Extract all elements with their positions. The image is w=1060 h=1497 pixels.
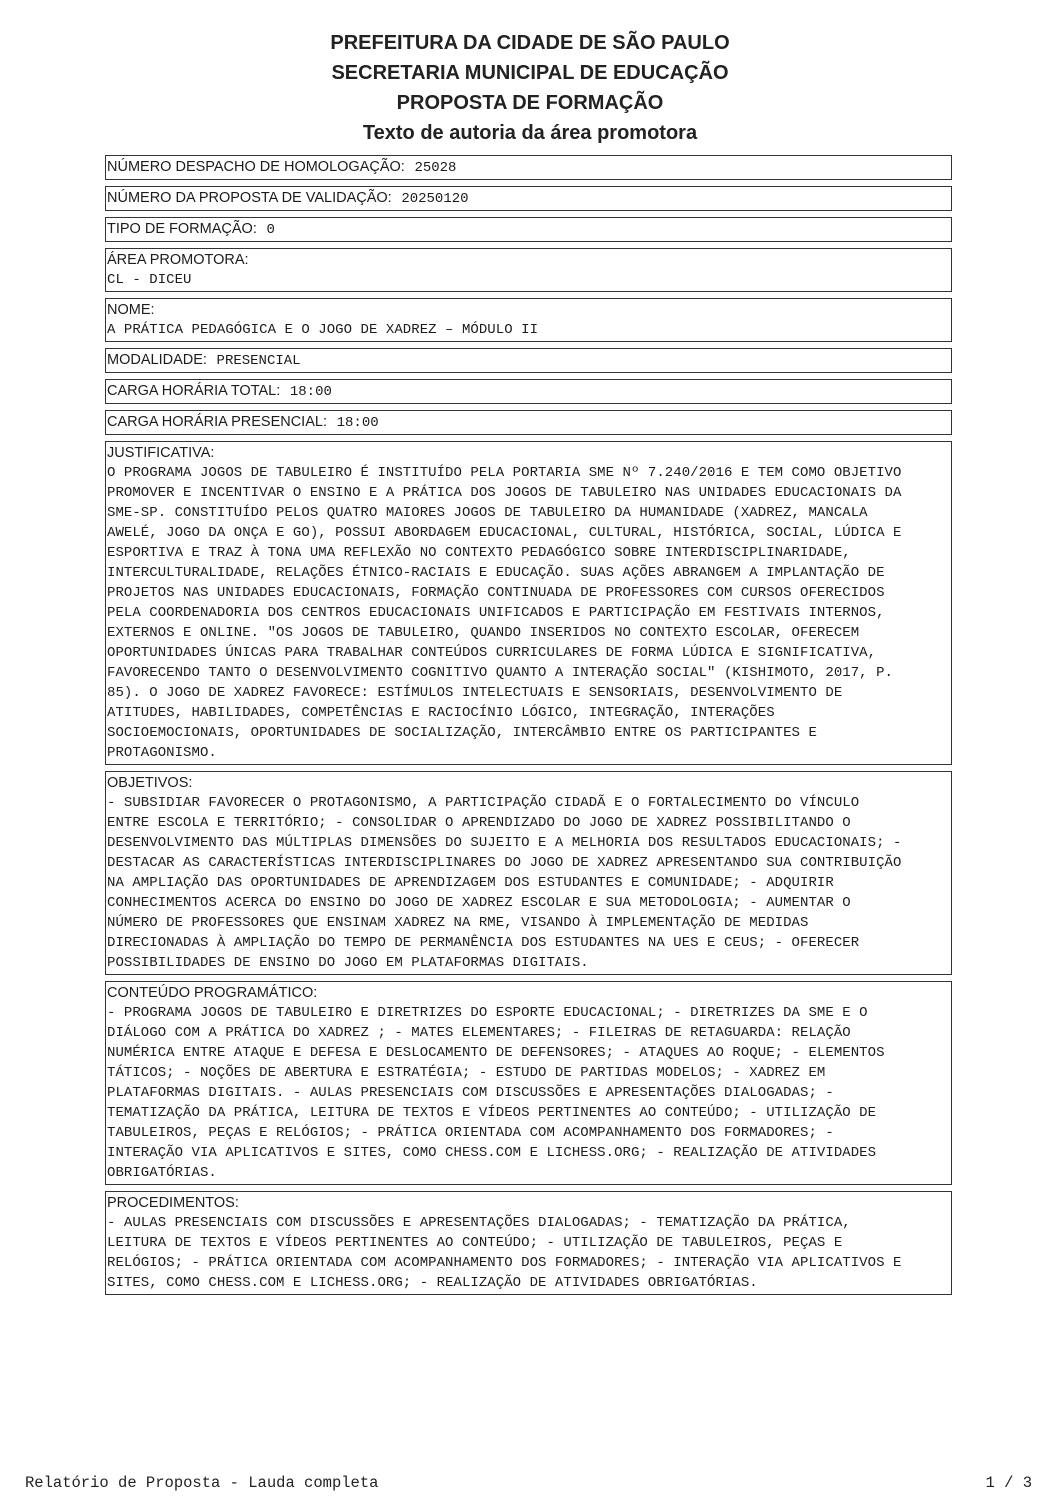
- field-tipo: [105, 217, 952, 242]
- field-objetivos-label: OBJETIVOS:: [107, 775, 193, 791]
- field-objetivos: [105, 771, 952, 975]
- field-conteudo: [105, 981, 952, 1185]
- document-header: [0, 28, 1060, 148]
- field-carga-presencial-value: 18:00: [336, 415, 379, 431]
- field-justificativa-value: O PROGRAMA JOGOS DE TABULEIRO É INSTITUÍDO PELA PORTARIA SME Nº 7.240/2016 E TEM COMO OBJETIVO PROMOVER E INCENTIVAR O ENSINO E A PRÁTICA DOS JOGOS DE TABULEIRO NAS UNIDADES EDUCACIONAIS DA SME-SP. CONSTITUÍDO PELOS QUATRO MAIORES JOGOS DE TABULEIRO DA HUMANIDADE (XADREZ, MANCALA AWELÉ, JOGO DA ONÇA E GO), POSSUI ABORDAGEM EDUCACIONAL, CULTURAL, HISTÓRICA, SOCIAL, LÚDICA E ESPORTIVA E TRAZ À TONA UMA REFLEXÃO NO CONTEXTO PEDAGÓGICO SOBRE INTERDISCIPLINARIDADE, INTERCULTURALIDADE, RELAÇÕES ÉTNICO-RACIAIS E EDUCAÇÃO. SUAS AÇÕES ABRANGEM A IMPLANTAÇÃO DE PROJETOS NAS UNIDADES EDUCACIONAIS, FORMAÇÃO CONTINUADA DE PROFESSORES COM CURSOS OFERECIDOS PELA COORDENADORIA DOS CENTROS EDUCACIONAIS UNIFICADOS E PARTICIPAÇÃO EM FESTIVAIS INTERNOS, EXTERNOS E ONLINE. "OS JOGOS DE TABULEIRO, QUANDO INSERIDOS NO CONTEXTO ESCOLAR, OFERECEM OPORTUNIDADES ÚNICAS PARA TRABALHAR CONTEÚDOS CURRICULARES DE FORMA LÚDICA E SIGNIFICATIVA, FAVORECENDO TANTO O DESENVOLVIMENTO COGNITIVO QUANTO A INTERAÇÃO SOCIAL" (KISHIMOTO, 2017, P. 85). O JOGO DE XADREZ FAVORECE: ESTÍMULOS INTELECTUAIS E SENSORIAIS, DESENVOLVIMENTO DE ATITUDES, HABILIDADES, COMPETÊNCIAS E RACIOCÍNIO LÓGICO, INTEGRAÇÃO, INTERAÇÕES SOCIOEMOCIONAIS, OPORTUNIDADES DE SOCIALIZAÇÃO, INTERCÂMBIO ENTRE OS PARTICIPANTES E PROTAGONISMO.: [107, 465, 902, 761]
- field-proposta-value: 20250120: [401, 191, 469, 207]
- field-despacho-value: 25028: [414, 160, 457, 176]
- field-conteudo-label: CONTEÚDO PROGRAMÁTICO:: [107, 985, 318, 1001]
- field-tipo-label: TIPO DE FORMAÇÃO:: [107, 221, 257, 237]
- field-justificativa-label: JUSTIFICATIVA:: [107, 445, 215, 461]
- field-procedimentos: [105, 1191, 952, 1295]
- field-nome-label: NOME:: [107, 302, 155, 318]
- field-objetivos-value: - SUBSIDIAR FAVORECER O PROTAGONISMO, A PARTICIPAÇÃO CIDADÃ E O FORTALECIMENTO DO VÍNCULO ENTRE ESCOLA E TERRITÓRIO; - CONSOLIDAR O APRENDIZADO DO JOGO DE XADREZ POSSIBILITANDO O DESENVOLVIMENTO DAS MÚLTIPLAS DIMENSÕES DO SUJEITO E A MELHORIA DOS RESULTADOS EDUCACIONAIS; - DESTACAR AS CARACTERÍSTICAS INTERDISCIPLINARES DO JOGO DE XADREZ APRESENTANDO SUA CONTRIBUIÇÃO NA AMPLIAÇÃO DAS OPORTUNIDADES DE APRENDIZAGEM DOS ESTUDANTES E COMUNIDADE; - ADQUIRIR CONHECIMENTOS ACERCA DO ENSINO DO JOGO DE XADREZ ESCOLAR E SUA METODOLOGIA; - AUMENTAR O NÚMERO DE PROFESSORES QUE ENSINAM XADREZ NA RME, VISANDO À IMPLEMENTAÇÃO DE MEDIDAS DIRECIONADAS À AMPLIAÇÃO DO TEMPO DE PERMANÊNCIA DOS ESTUDANTES NA UES E CEUS; - OFERECER POSSIBILIDADES DE ENSINO DO JOGO EM PLATAFORMAS DIGITAIS.: [107, 795, 902, 971]
- field-modalidade: [105, 348, 952, 373]
- field-modalidade-label: MODALIDADE:: [107, 352, 207, 368]
- field-carga-total-value: 18:00: [289, 384, 332, 400]
- header-line-prefeitura: PREFEITURA DA CIDADE DE SÃO PAULO: [330, 32, 730, 54]
- field-carga-total-label: CARGA HORÁRIA TOTAL:: [107, 383, 281, 399]
- fields-container: [105, 155, 952, 1301]
- field-conteudo-value: - PROGRAMA JOGOS DE TABULEIRO E DIRETRIZES DO ESPORTE EDUCACIONAL; - DIRETRIZES DA SME E O DIÁLOGO COM A PRÁTICA DO XADREZ ; - MATES ELEMENTARES; - FILEIRAS DE RETAGUARDA: RELAÇÃO NUMÉRICA ENTRE ATAQUE E DEFESA E DESLOCAMENTO DE DEFENSORES; - ATAQUES AO ROQUE; - ELEMENTOS TÁTICOS; - NOÇÕES DE ABERTURA E ESTRATÉGIA; - ESTUDO DE PARTIDAS MODELOS; - XADREZ EM PLATAFORMAS DIGITAIS. - AULAS PRESENCIAIS COM DISCUSSÕES E APRESENTAÇÕES DIALOGADAS; - TEMATIZAÇÃO DA PRÁTICA, LEITURA DE TEXTOS E VÍDEOS PERTINENTES AO CONTEÚDO; - UTILIZAÇÃO DE TABULEIROS, PEÇAS E RELÓGIOS; - PRÁTICA ORIENTADA COM ACOMPANHAMENTO DOS FORMADORES; - INTERAÇÃO VIA APLICATIVOS E SITES, COMO CHESS.COM E LICHESS.ORG; - REALIZAÇÃO DE ATIVIDADES OBRIGATÓRIAS.: [107, 1005, 885, 1181]
- footer-page-number: 1 / 3: [985, 1474, 1032, 1492]
- field-area: [105, 248, 952, 292]
- field-nome: [105, 298, 952, 342]
- field-modalidade-value: PRESENCIAL: [216, 353, 301, 369]
- header-line-secretaria: SECRETARIA MUNICIPAL DE EDUCAÇÃO: [331, 62, 729, 84]
- field-nome-value: A PRÁTICA PEDAGÓGICA E O JOGO DE XADREZ – MÓDULO II: [107, 322, 539, 338]
- field-tipo-value: 0: [266, 222, 275, 238]
- field-proposta-label: NÚMERO DA PROPOSTA DE VALIDAÇÃO:: [107, 190, 392, 206]
- field-despacho: [105, 155, 952, 180]
- field-carga-total: [105, 379, 952, 404]
- field-procedimentos-label: PROCEDIMENTOS:: [107, 1195, 239, 1211]
- field-proposta: [105, 186, 952, 211]
- field-carga-presencial-label: CARGA HORÁRIA PRESENCIAL:: [107, 414, 327, 430]
- field-area-value: CL - DICEU: [107, 272, 192, 288]
- footer-report-title: Relatório de Proposta - Lauda completa: [25, 1474, 379, 1492]
- field-despacho-label: NÚMERO DESPACHO DE HOMOLOGAÇÃO:: [107, 159, 405, 175]
- field-procedimentos-value: - AULAS PRESENCIAIS COM DISCUSSÕES E APRESENTAÇÕES DIALOGADAS; - TEMATIZAÇÃO DA PRÁTICA, LEITURA DE TEXTOS E VÍDEOS PERTINENTES AO CONTEÚDO; - UTILIZAÇÃO DE TABULEIROS, PEÇAS E RELÓGIOS; - PRÁTICA ORIENTADA COM ACOMPANHAMENTO DOS FORMADORES; - INTERAÇÃO VIA APLICATIVOS E SITES, COMO CHESS.COM E LICHESS.ORG; - REALIZAÇÃO DE ATIVIDADES OBRIGATÓRIAS.: [107, 1215, 902, 1291]
- field-carga-presencial: [105, 410, 952, 435]
- field-justificativa: [105, 441, 952, 765]
- field-area-label: ÁREA PROMOTORA:: [107, 252, 249, 268]
- header-line-proposta: PROPOSTA DE FORMAÇÃO: [396, 92, 664, 114]
- header-line-autoria: Texto de autoria da área promotora: [362, 122, 698, 144]
